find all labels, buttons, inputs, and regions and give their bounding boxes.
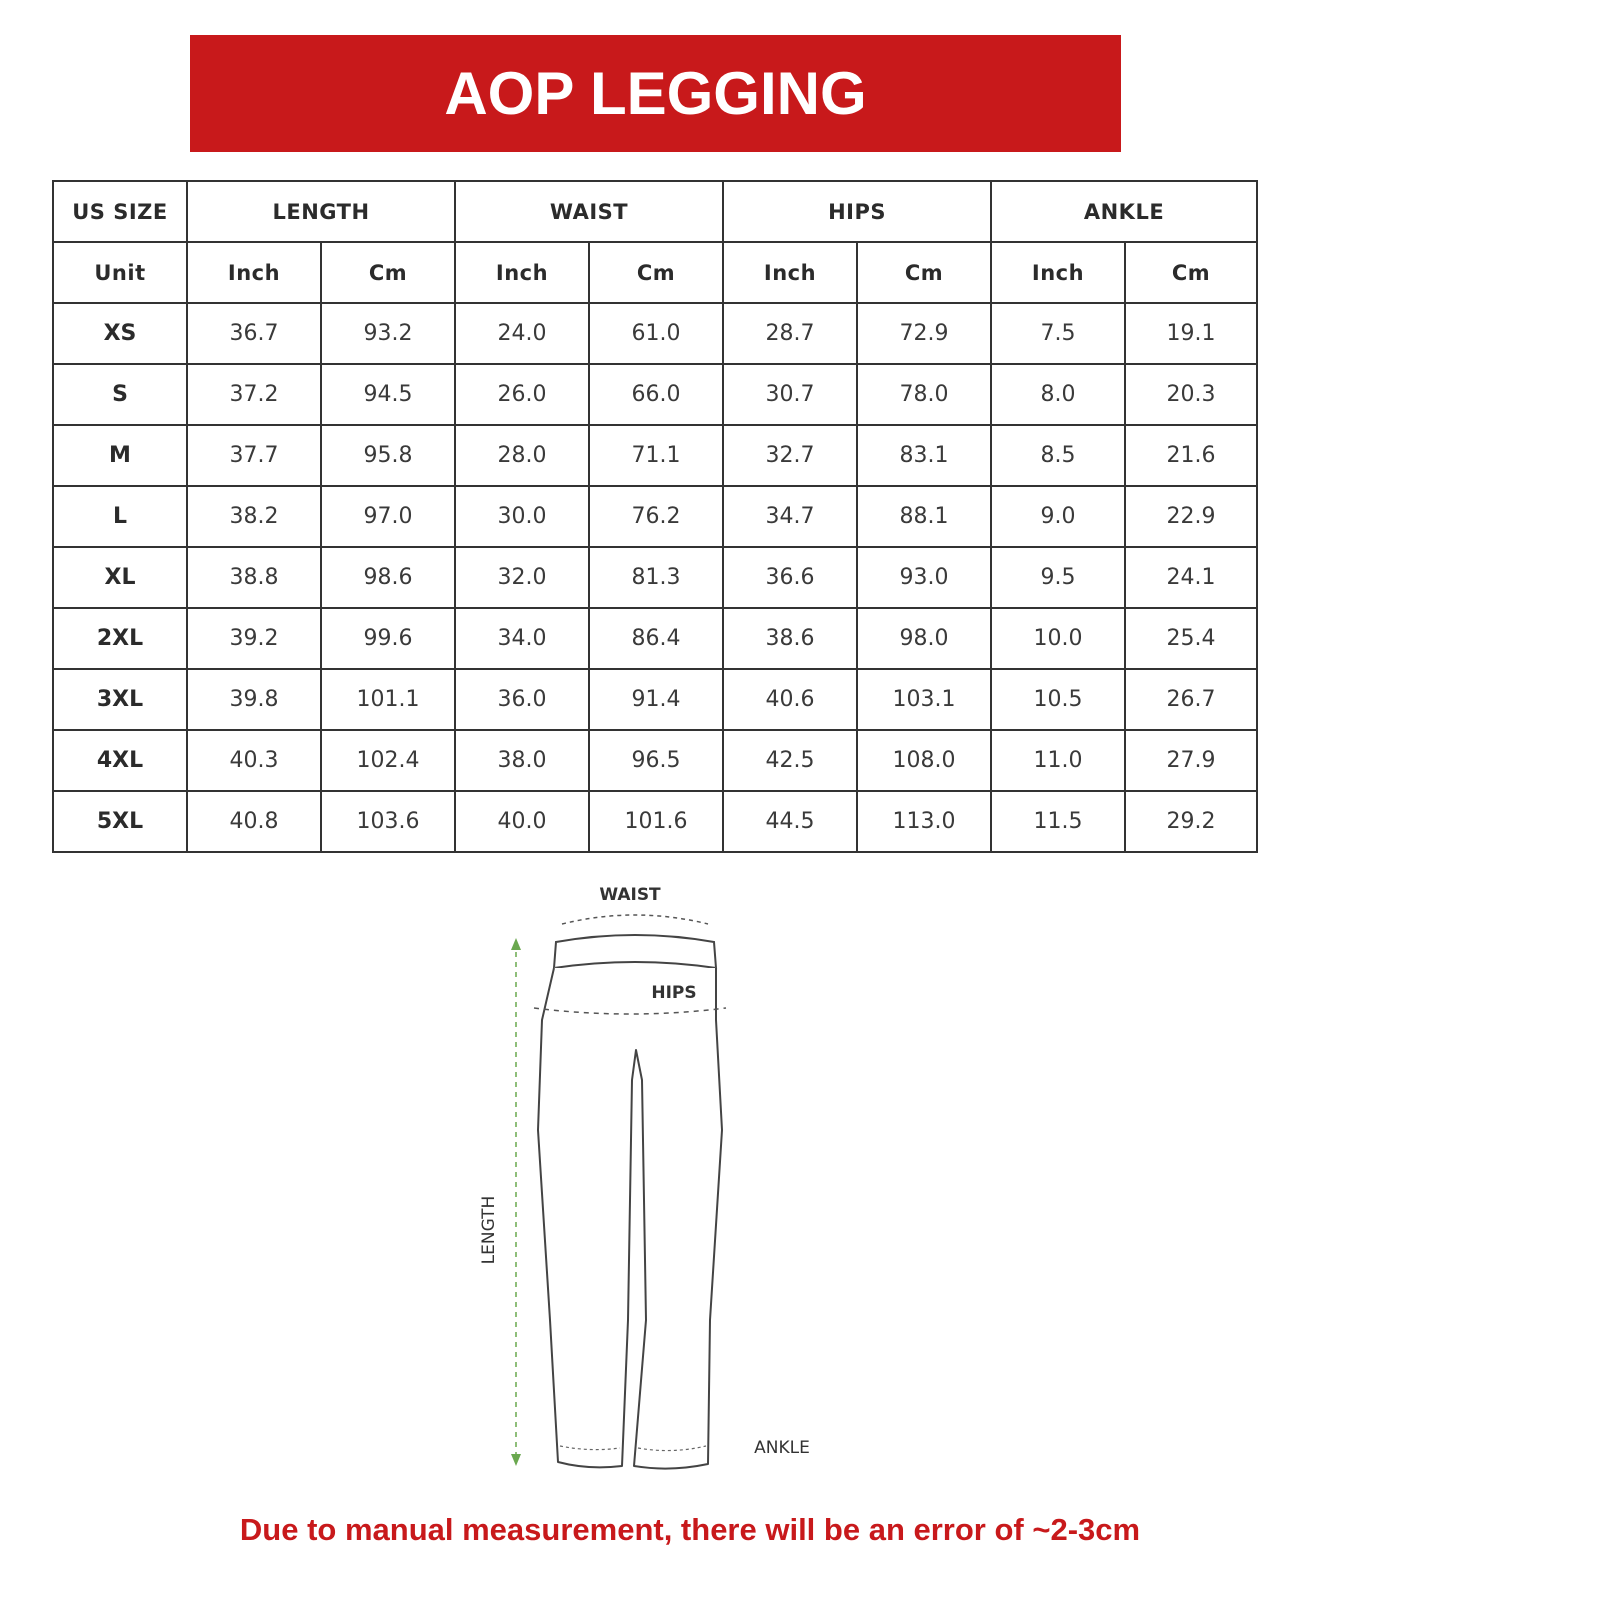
value-cell: 44.5 — [723, 791, 857, 852]
table-row — [53, 364, 1257, 425]
size-cell: XS — [53, 303, 187, 364]
table-row — [53, 669, 1257, 730]
value-cell: 38.0 — [455, 730, 589, 791]
waist-measure-line — [562, 915, 708, 924]
value-cell: 108.0 — [857, 730, 991, 791]
ankle-label: ANKLE — [754, 1438, 810, 1458]
value-cell: 81.3 — [589, 547, 723, 608]
value-cell: 19.1 — [1125, 303, 1257, 364]
title-banner — [190, 35, 1121, 152]
table-row — [53, 730, 1257, 791]
length-label: LENGTH — [479, 1195, 499, 1265]
value-cell: 11.5 — [991, 791, 1125, 852]
size-cell: S — [53, 364, 187, 425]
header-group-row — [53, 181, 1257, 242]
value-cell: 38.8 — [187, 547, 321, 608]
size-cell: XL — [53, 547, 187, 608]
value-cell: 10.5 — [991, 669, 1125, 730]
value-cell: 29.2 — [1125, 791, 1257, 852]
waistband-shape — [554, 935, 716, 968]
value-cell: 9.5 — [991, 547, 1125, 608]
value-cell: 101.6 — [589, 791, 723, 852]
value-cell: 113.0 — [857, 791, 991, 852]
unit-length-cm: Cm — [321, 242, 455, 303]
size-cell: 3XL — [53, 669, 187, 730]
value-cell: 34.0 — [455, 608, 589, 669]
value-cell: 20.3 — [1125, 364, 1257, 425]
unit-waist-inch: Inch — [455, 242, 589, 303]
value-cell: 32.0 — [455, 547, 589, 608]
value-cell: 37.2 — [187, 364, 321, 425]
page-title: AOP LEGGING — [444, 60, 867, 127]
size-chart-table — [52, 180, 1258, 853]
value-cell: 93.0 — [857, 547, 991, 608]
legging-diagram-svg — [470, 880, 830, 1500]
value-cell: 25.4 — [1125, 608, 1257, 669]
length-arrow-bottom-icon — [511, 1454, 521, 1466]
value-cell: 102.4 — [321, 730, 455, 791]
value-cell: 36.6 — [723, 547, 857, 608]
value-cell: 39.8 — [187, 669, 321, 730]
value-cell: 76.2 — [589, 486, 723, 547]
value-cell: 30.0 — [455, 486, 589, 547]
value-cell: 38.2 — [187, 486, 321, 547]
size-cell: 5XL — [53, 791, 187, 852]
value-cell: 101.1 — [321, 669, 455, 730]
value-cell: 61.0 — [589, 303, 723, 364]
value-cell: 27.9 — [1125, 730, 1257, 791]
value-cell: 66.0 — [589, 364, 723, 425]
waist-label: WAIST — [599, 885, 661, 905]
value-cell: 9.0 — [991, 486, 1125, 547]
size-cell: L — [53, 486, 187, 547]
header-hips: HIPS — [723, 181, 991, 242]
value-cell: 7.5 — [991, 303, 1125, 364]
unit-row — [53, 242, 1257, 303]
value-cell: 94.5 — [321, 364, 455, 425]
table-row — [53, 303, 1257, 364]
unit-length-inch: Inch — [187, 242, 321, 303]
value-cell: 38.6 — [723, 608, 857, 669]
value-cell: 10.0 — [991, 608, 1125, 669]
value-cell: 24.1 — [1125, 547, 1257, 608]
unit-hips-inch: Inch — [723, 242, 857, 303]
value-cell: 26.0 — [455, 364, 589, 425]
unit-ankle-cm: Cm — [1125, 242, 1257, 303]
value-cell: 83.1 — [857, 425, 991, 486]
table-row — [53, 547, 1257, 608]
value-cell: 28.7 — [723, 303, 857, 364]
unit-hips-cm: Cm — [857, 242, 991, 303]
size-cell: 4XL — [53, 730, 187, 791]
measurement-note: Due to manual measurement, there will be an error of ~2-3cm — [239, 1512, 1141, 1547]
value-cell: 98.6 — [321, 547, 455, 608]
value-cell: 88.1 — [857, 486, 991, 547]
value-cell: 40.3 — [187, 730, 321, 791]
value-cell: 91.4 — [589, 669, 723, 730]
value-cell: 99.6 — [321, 608, 455, 669]
size-cell: M — [53, 425, 187, 486]
value-cell: 95.8 — [321, 425, 455, 486]
value-cell: 86.4 — [589, 608, 723, 669]
value-cell: 26.7 — [1125, 669, 1257, 730]
value-cell: 30.7 — [723, 364, 857, 425]
value-cell: 40.0 — [455, 791, 589, 852]
value-cell: 98.0 — [857, 608, 991, 669]
legging-outline — [538, 968, 722, 1469]
value-cell: 36.0 — [455, 669, 589, 730]
value-cell: 22.9 — [1125, 486, 1257, 547]
unit-ankle-inch: Inch — [991, 242, 1125, 303]
header-length: LENGTH — [187, 181, 455, 242]
header-waist: WAIST — [455, 181, 723, 242]
value-cell: 37.7 — [187, 425, 321, 486]
legging-diagram — [470, 880, 830, 1500]
value-cell: 103.6 — [321, 791, 455, 852]
value-cell: 8.0 — [991, 364, 1125, 425]
value-cell: 96.5 — [589, 730, 723, 791]
value-cell: 40.6 — [723, 669, 857, 730]
value-cell: 78.0 — [857, 364, 991, 425]
value-cell: 34.7 — [723, 486, 857, 547]
length-arrow-top-icon — [511, 938, 521, 950]
value-cell: 97.0 — [321, 486, 455, 547]
header-us-size: US SIZE — [53, 181, 187, 242]
table-row — [53, 425, 1257, 486]
value-cell: 39.2 — [187, 608, 321, 669]
value-cell: 40.8 — [187, 791, 321, 852]
value-cell: 11.0 — [991, 730, 1125, 791]
value-cell: 28.0 — [455, 425, 589, 486]
value-cell: 36.7 — [187, 303, 321, 364]
value-cell: 93.2 — [321, 303, 455, 364]
value-cell: 8.5 — [991, 425, 1125, 486]
value-cell: 21.6 — [1125, 425, 1257, 486]
value-cell: 24.0 — [455, 303, 589, 364]
value-cell: 103.1 — [857, 669, 991, 730]
unit-label: Unit — [53, 242, 187, 303]
size-cell: 2XL — [53, 608, 187, 669]
value-cell: 72.9 — [857, 303, 991, 364]
table-row — [53, 608, 1257, 669]
table-row — [53, 486, 1257, 547]
header-ankle: ANKLE — [991, 181, 1257, 242]
hips-label: HIPS — [651, 983, 697, 1003]
value-cell: 42.5 — [723, 730, 857, 791]
unit-waist-cm: Cm — [589, 242, 723, 303]
value-cell: 32.7 — [723, 425, 857, 486]
value-cell: 71.1 — [589, 425, 723, 486]
table-row — [53, 791, 1257, 852]
